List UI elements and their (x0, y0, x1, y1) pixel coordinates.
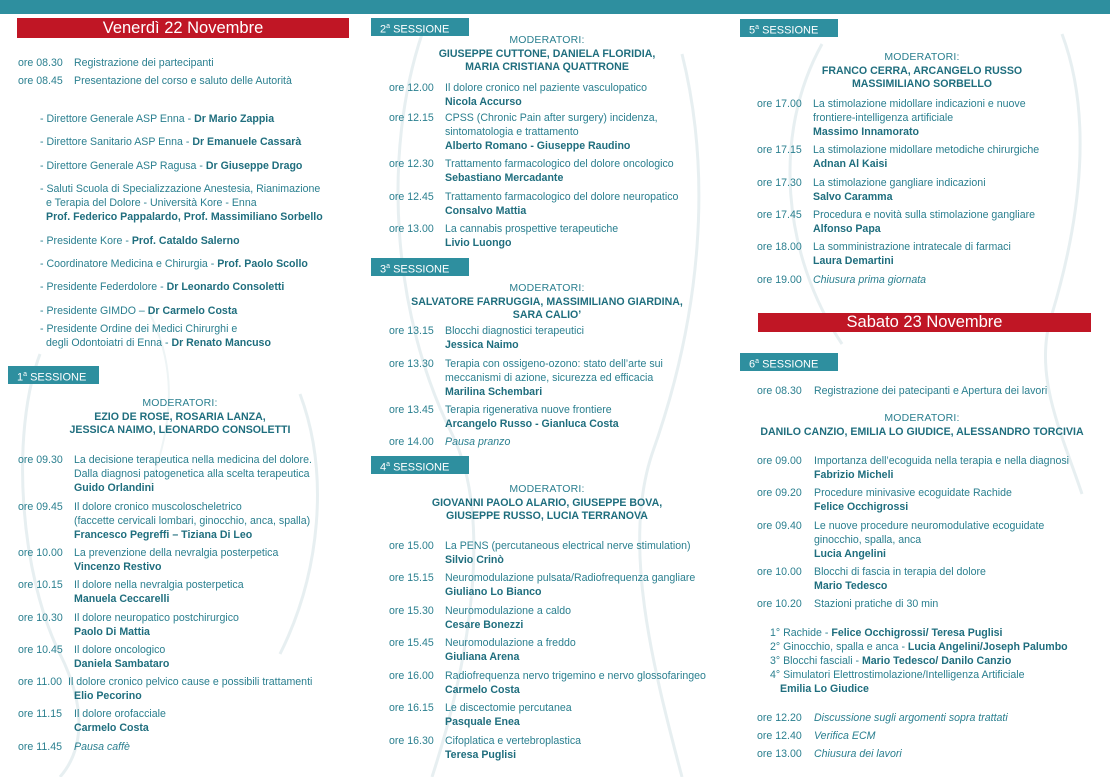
authority-line-cont (46, 210, 323, 224)
time: ore 11.45 (18, 741, 62, 753)
title: Pausa pranzo (445, 436, 511, 448)
speaker: Giuliana Arena (445, 651, 520, 663)
column-1 (0, 14, 362, 777)
program-item-break (757, 273, 1107, 287)
opening-row (18, 74, 358, 88)
authority-name: Prof. Paolo Scollo (217, 258, 308, 270)
speaker: Alberto Romano - Giuseppe Raudino (445, 140, 631, 152)
title: La PENS (percutaneous electrical nerve stimulation) (445, 540, 691, 552)
speaker: Silvio Crinò (445, 554, 504, 566)
time: ore 09.45 (18, 501, 63, 513)
moderators-block (372, 282, 722, 323)
speaker: Adnan Al Kaisi (813, 158, 888, 170)
program-item (757, 519, 1107, 561)
title: Le nuove procedure neuromodulative ecoguidate ginocchio, spalla, anca (814, 520, 1045, 546)
speaker: Laura Demartini (813, 255, 894, 267)
title: Il dolore orofacciale (74, 708, 166, 720)
speaker: Marilina Schembari (445, 386, 543, 398)
authority-line: - Coordinatore Medicina e Chirurgia - Prof. Paolo Scollo (40, 258, 308, 270)
program-item (18, 675, 358, 703)
title: Presentazione del corso e saluto delle Autorità (74, 75, 292, 87)
station-tutors: Mario Tedesco/ Danilo Canzio (861, 655, 1012, 667)
speaker: Salvo Caramma (813, 191, 893, 203)
program-item (18, 643, 358, 671)
speaker: Manuela Ceccarelli (74, 593, 170, 605)
program-item (389, 81, 729, 109)
station-tutors: Lucia Angelini/Joseph Palumbo (907, 641, 1068, 653)
closing-row (757, 711, 1107, 725)
authority-line: - Direttore Generale ASP Enna - Dr Mario Zappia (40, 113, 275, 125)
speaker: Fabrizio Micheli (814, 469, 894, 481)
session-tab-4: 4$^a$ SESSIONE (371, 456, 469, 474)
title: La somministrazione intratecale di farmaci (813, 241, 1011, 253)
title: Il dolore oncologico (74, 644, 166, 656)
time: ore 13.15 (389, 325, 434, 337)
time: ore 09.40 (757, 520, 802, 532)
moderators-block (372, 483, 722, 524)
station-tutors: Felice Occhigrossi/ Teresa Puglisi (831, 627, 1003, 639)
time: ore 09.20 (757, 487, 802, 499)
time: ore 10.20 (757, 598, 802, 610)
time: ore 17.00 (757, 98, 802, 110)
title: La decisione terapeutica nella medicina del dolore. Dalla diagnosi patogenetica alla scelta terapeutica (74, 454, 312, 480)
program-item (389, 701, 729, 729)
time: ore 08.30 (18, 57, 63, 69)
time: ore 16.30 (389, 735, 434, 747)
time: ore 15.15 (389, 572, 434, 584)
authority-line-cont: degli Odontoiatri di Enna - Dr Renato Mancuso (46, 337, 271, 349)
session-tab-3: 3$^a$ SESSIONE (371, 258, 469, 276)
moderators-names: GIOVANNI PAOLO ALARIO, GIUSEPPE BOVA, GIUSEPPE RUSSO, LUCIA TERRANOVA (431, 496, 663, 523)
speaker: Sebastiano Mercadante (445, 172, 564, 184)
program-item (757, 97, 1107, 139)
program-item (389, 190, 729, 218)
time: ore 10.00 (757, 566, 802, 578)
moderators-names: FRANCO CERRA, ARCANGELO RUSSO MASSIMILIANO SORBELLO (821, 64, 1023, 91)
title: Chiusura dei lavori (814, 748, 902, 760)
program-item (757, 454, 1107, 482)
program-item (389, 669, 729, 697)
time: ore 15.30 (389, 605, 434, 617)
title: Blocchi diagnostici terapeutici (445, 325, 584, 337)
moderators-names: EZIO DE ROSE, ROSARIA LANZA, JESSICA NAIMO, LEONARDO CONSOLETTI (69, 410, 291, 437)
title: La prevenzione della nevralgia posterpetica (74, 547, 279, 559)
program-item (757, 143, 1107, 171)
closing-row (757, 747, 1107, 761)
authority-line: - Presidente Ordine dei Medici Chirurghi e (40, 323, 238, 335)
session-tab-1: 1$^a$ SESSIONE (8, 366, 99, 384)
column-3 (732, 14, 1110, 777)
title: Terapia con ossigeno-ozono: stato dell’arte sui meccanismi di azione, sicurezza ed efficacia (445, 358, 663, 384)
program-item-break (389, 435, 729, 449)
title: Neuromodulazione a freddo (445, 637, 576, 649)
title: Il dolore neuropatico postchirurgico (74, 612, 239, 624)
authority-line: - Presidente Kore - Prof. Cataldo Salerno (40, 235, 240, 247)
time: ore 18.00 (757, 241, 802, 253)
station-tutors: Emilia Lo Giudice (780, 683, 869, 695)
program-item (389, 734, 729, 762)
moderators-label: MODERATORI: (142, 397, 218, 409)
title: Trattamento farmacologico del dolore neuropatico (445, 191, 679, 203)
program-item (389, 539, 729, 567)
authority-name: Prof. Cataldo Salerno (131, 235, 240, 247)
program-item (389, 571, 729, 599)
moderators-label: MODERATORI: (509, 483, 585, 495)
title: CPSS (Chronic Pain after surgery) incidenza, sintomatologia e trattamento (445, 112, 658, 138)
program-item (389, 111, 729, 153)
program-item (18, 578, 358, 606)
speaker: Daniela Sambataro (74, 658, 170, 670)
title: Neuromodulazione pulsata/Radiofrequenza gangliare (445, 572, 696, 584)
title: Le discectomie percutanea (445, 702, 572, 714)
program-item (389, 222, 729, 250)
program-item (757, 565, 1107, 593)
program-item (757, 208, 1107, 236)
authority-name: Dr Mario Zappia (194, 113, 275, 125)
time: ore 17.30 (757, 177, 802, 189)
title: Terapia rigenerativa nuove frontiere (445, 404, 612, 416)
speaker: Elio Pecorino (74, 690, 142, 702)
title: Stazioni pratiche di 30 min (814, 598, 939, 610)
title: Registrazione dei patecipanti e Apertura dei lavori (814, 385, 1048, 397)
time: ore 09.00 (757, 455, 802, 467)
speaker: Consalvo Mattia (445, 205, 527, 217)
title: Procedure minivasive ecoguidate Rachide (814, 487, 1012, 499)
moderators-block (372, 34, 722, 75)
title: Il dolore nella nevralgia posterpetica (74, 579, 244, 591)
speaker: Livio Luongo (445, 237, 512, 249)
time: ore 08.30 (757, 385, 802, 397)
program-item (389, 324, 729, 352)
title: Verifica ECM (814, 730, 876, 742)
program-item (757, 597, 1107, 611)
speaker: Carmelo Costa (445, 684, 520, 696)
title: Registrazione dei partecipanti (74, 57, 214, 69)
program-item (389, 636, 729, 664)
speaker: Vincenzo Restivo (74, 561, 162, 573)
session-tab-6: 6$^a$ SESSIONE (740, 353, 838, 371)
authority-name: Dr Emanuele Cassarà (192, 136, 302, 148)
speaker: Francesco Pegreffi – Tiziana Di Leo (74, 529, 253, 541)
authority-line: - Presidente GIMDO – Dr Carmelo Costa (40, 305, 238, 317)
speaker: Carmelo Costa (74, 722, 149, 734)
authority-name: Dr Giuseppe Drago (205, 160, 303, 172)
title: Chiusura prima giornata (813, 274, 927, 286)
closing-row (757, 729, 1107, 743)
program-item (389, 604, 729, 632)
time: ore 19.00 (757, 274, 802, 286)
program-item (757, 176, 1107, 204)
program-item (389, 403, 729, 431)
title: Cifoplatica e vertebroplastica (445, 735, 582, 747)
time: ore 17.15 (757, 144, 802, 156)
registration-row (757, 384, 1107, 398)
time: ore 13.00 (389, 223, 434, 235)
title: La stimolazione gangliare indicazioni (813, 177, 986, 189)
moderators-names: DANILO CANZIO, EMILIA LO GIUDICE, ALESSANDRO TORCIVIA (760, 425, 1084, 438)
time: ore 13.45 (389, 404, 434, 416)
time: ore 12.20 (757, 712, 802, 724)
time: ore 10.00 (18, 547, 63, 559)
time: ore 17.45 (757, 209, 802, 221)
moderators-label: MODERATORI: (509, 34, 585, 46)
time: ore 16.00 (389, 670, 434, 682)
moderators-label: MODERATORI: (884, 51, 960, 63)
time: ore 09.30 (18, 454, 63, 466)
moderators-block (742, 51, 1102, 92)
station-line: 4° Simulatori Elettrostimolazione/Intelligenza Artificiale (770, 669, 1025, 681)
time: ore 12.30 (389, 158, 434, 170)
time: ore 15.00 (389, 540, 434, 552)
speaker: Teresa Puglisi (445, 749, 517, 761)
moderators-label: MODERATORI: (509, 282, 585, 294)
title: Il dolore cronico pelvico cause e possibili trattamenti (68, 676, 313, 688)
authority-line: - Saluti Scuola di Specializzazione Anestesia, Rianimazione (40, 183, 321, 195)
time: ore 13.30 (389, 358, 434, 370)
speaker: Mario Tedesco (814, 580, 888, 592)
title: La stimolazione midollare indicazioni e nuove frontiere-intelligenza artificiale (813, 98, 1026, 124)
speaker: Cesare Bonezzi (445, 619, 524, 631)
time: ore 16.15 (389, 702, 434, 714)
session-tab-2: 2$^a$ SESSIONE (371, 18, 469, 36)
authority-line: - Direttore Generale ASP Ragusa - Dr Giuseppe Drago (40, 160, 303, 172)
title: Pausa caffè (74, 741, 130, 753)
time: ore 10.30 (18, 612, 63, 624)
authority-name: Dr Carmelo Costa (147, 305, 238, 317)
title: Blocchi di fascia in terapia del dolore (814, 566, 986, 578)
speaker: Nicola Accurso (445, 96, 522, 108)
program-item-break (18, 740, 358, 754)
title: La cannabis prospettive terapeutiche (445, 223, 619, 235)
authority-name: Dr Leonardo Consoletti (166, 281, 285, 293)
time: ore 12.00 (389, 82, 434, 94)
top-band (0, 0, 1110, 14)
program-item (18, 546, 358, 574)
time: ore 11.00 (18, 676, 62, 688)
time: ore 14.00 (389, 436, 434, 448)
time: ore 08.45 (18, 75, 63, 87)
speaker: Paolo Di Mattia (74, 626, 150, 638)
authority-line-cont: e Terapia del Dolore - Università Kore - Enna (46, 197, 257, 209)
authority-line: - Presidente Federdolore - Dr Leonardo Consoletti (40, 281, 285, 293)
moderators-names: GIUSEPPE CUTTONE, DANIELA FLORIDIA, MARIA CRISTIANA QUATTRONE (438, 47, 656, 74)
opening-row (18, 56, 358, 70)
speaker: Giuliano Lo Bianco (445, 586, 542, 598)
speaker: Lucia Angelini (814, 548, 887, 560)
time: ore 13.00 (757, 748, 802, 760)
program-item (18, 707, 358, 735)
authority-name: Dr Renato Mancuso (171, 337, 271, 349)
time: ore 12.40 (757, 730, 802, 742)
station-line: 3° Blocchi fasciali - Mario Tedesco/ Danilo Canzio (770, 655, 1012, 667)
station-line: 1° Rachide - Felice Occhigrossi/ Teresa Puglisi (770, 627, 1003, 639)
station-line: 2° Ginocchio, spalla e anca - Lucia Angelini/Joseph Palumbo (770, 641, 1068, 653)
program-item (757, 486, 1107, 514)
program-item (18, 453, 358, 495)
program-item (18, 500, 358, 542)
speaker: Felice Occhigrossi (814, 501, 909, 513)
title: Importanza dell’ecoguida nella terapia e nella diagnosi (814, 455, 1070, 467)
title: Neuromodulazione a caldo (445, 605, 572, 617)
title: Il dolore cronico nel paziente vasculopatico (445, 82, 647, 94)
title: La stimolazione midollare metodiche chirurgiche (813, 144, 1040, 156)
session-tab-5: 5$^a$ SESSIONE (740, 19, 838, 37)
program-item (757, 240, 1107, 268)
program-item (389, 157, 729, 185)
title: Discussione sugli argomenti sopra trattati (814, 712, 1008, 724)
day-banner-saturday: Sabato 23 Novembre (758, 313, 1091, 332)
speaker: Alfonso Papa (813, 223, 881, 235)
time: ore 15.45 (389, 637, 434, 649)
authority-line: - Direttore Sanitario ASP Enna - Dr Emanuele Cassarà (40, 136, 302, 148)
day-banner-friday: Venerdì 22 Novembre (17, 18, 349, 38)
time: ore 10.15 (18, 579, 63, 591)
moderators-block (742, 412, 1102, 439)
time: ore 10.45 (18, 644, 63, 656)
speaker: Guido Orlandini (74, 482, 155, 494)
time: ore 11.15 (18, 708, 62, 720)
title: Trattamento farmacologico del dolore oncologico (445, 158, 674, 170)
title: Radiofrequenza nervo trigemino e nervo glossofaringeo (445, 670, 706, 682)
speaker: Arcangelo Russo - Gianluca Costa (445, 418, 619, 430)
moderators-label: MODERATORI: (884, 412, 960, 424)
time: ore 12.15 (389, 112, 434, 124)
time: ore 12.45 (389, 191, 434, 203)
title: Procedura e novità sulla stimolazione gangliare (813, 209, 1036, 221)
program-item (18, 611, 358, 639)
column-2 (362, 14, 732, 777)
speaker: Massimo Innamorato (813, 126, 919, 138)
moderators-block (10, 397, 350, 438)
authority-name: Prof. Federico Pappalardo, Prof. Massimiliano Sorbello (46, 211, 323, 223)
station-line-cont (780, 682, 869, 696)
speaker: Jessica Naimo (445, 339, 519, 351)
program-item (389, 357, 729, 399)
speaker: Pasquale Enea (445, 716, 520, 728)
moderators-names: SALVATORE FARRUGGIA, MASSIMILIANO GIARDINA, SARA CALIO’ (411, 295, 683, 322)
title: Il dolore cronico muscoloscheletrico (faccette cervicali lombari, ginocchio, anca, spalla) (74, 501, 311, 527)
